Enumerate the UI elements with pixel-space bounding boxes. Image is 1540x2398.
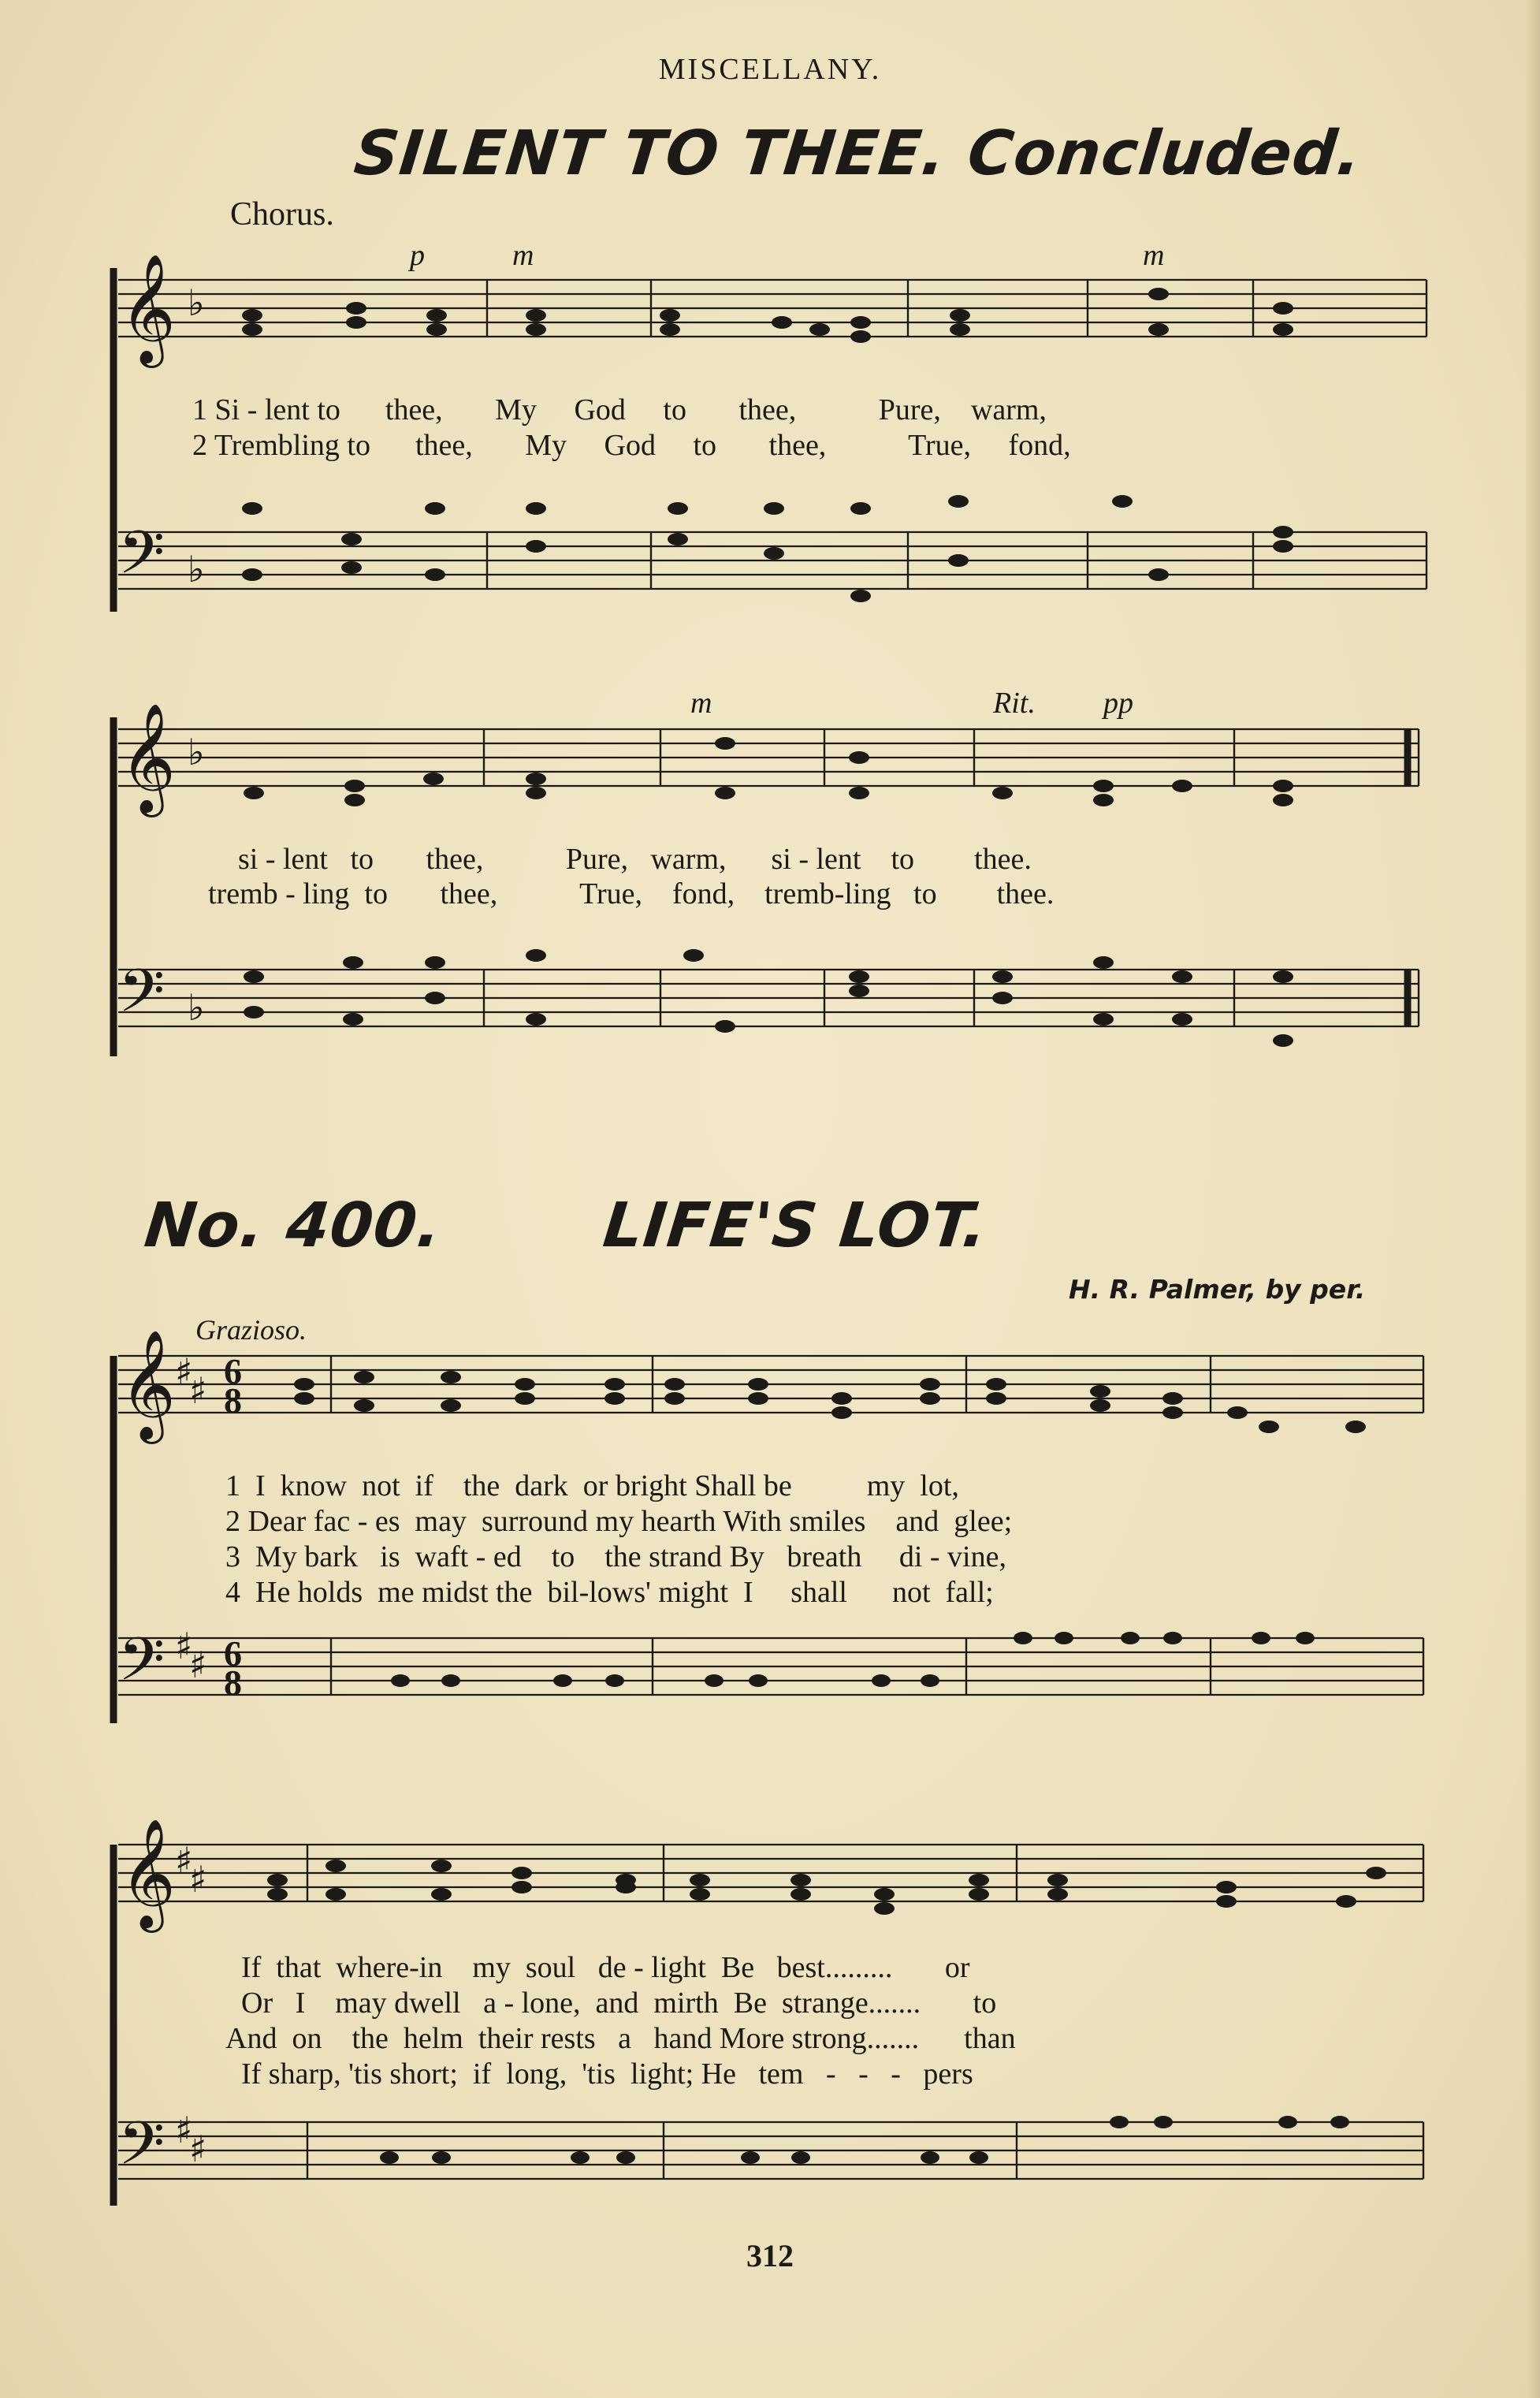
lyric-line: If that where-in my soul de - light Be best......... or <box>241 1951 970 1984</box>
time-signature-bottom: 8 <box>224 1663 242 1703</box>
lyric-line: 3 My bark is waft - ed to the strand By breath di - vine, <box>225 1540 1006 1573</box>
flat-icon: ♭ <box>188 281 205 324</box>
dynamic-m: m <box>512 239 534 272</box>
lyric-line: si - lent to thee, Pure, warm, si - lent to thee. <box>208 843 1032 876</box>
sharp-icon: ♯ <box>175 2109 193 2151</box>
lyric-line: 1 I know not if the dark or bright Shall be my lot, <box>225 1469 959 1502</box>
sharp-icon: ♯ <box>189 1369 207 1412</box>
treble-staff <box>118 703 1419 817</box>
time-signature-bottom: 8 <box>224 1380 242 1421</box>
composer-credit: H. R. Palmer, by per. <box>1069 1274 1366 1305</box>
time-signature-top: 6 <box>224 1633 242 1674</box>
bass-clef-icon: 𝄢 <box>118 2109 166 2193</box>
dynamic-pp: pp <box>1103 687 1133 720</box>
bass-clef-icon: 𝄢 <box>118 1625 166 1709</box>
treble-staff <box>118 1819 1423 1933</box>
treble-staff <box>118 254 1427 368</box>
flat-icon: ♭ <box>188 548 205 590</box>
lyric-line: Or I may dwell a - lone, and mirth Be strange....... to <box>241 1987 997 2020</box>
sharp-icon: ♯ <box>175 1839 193 1882</box>
treble-clef-icon: 𝄞 <box>120 254 176 363</box>
bass-staff <box>118 1625 1423 1709</box>
time-signature-top: 6 <box>224 1351 242 1391</box>
sharp-icon: ♯ <box>189 2128 207 2170</box>
treble-clef-icon: 𝄞 <box>120 703 176 813</box>
page-number: 312 <box>746 2238 794 2273</box>
treble-clef-icon: 𝄞 <box>120 1330 176 1439</box>
lyric-line: 2 Trembling to thee, My God to thee, True, fond, <box>192 429 1071 462</box>
hymn-number: No. 400. <box>141 1190 445 1261</box>
sharp-icon: ♯ <box>189 1858 207 1901</box>
treble-clef-icon: 𝄞 <box>120 1819 176 1928</box>
lyric-line: tremb - ling to thee, True, fond, tremb-ling to thee. <box>208 877 1055 910</box>
lyric-line: And on the helm their rests a hand More strong....... than <box>225 2022 1016 2055</box>
lyric-line: 4 He holds me midst the bil-lows' might I shall not fall; <box>225 1576 994 1609</box>
bass-clef-icon: 𝄢 <box>118 956 166 1041</box>
dynamic-m: m <box>690 687 712 720</box>
lyric-line: 1 Si - lent to thee, My God to thee, Pure, warm, <box>192 393 1047 426</box>
lyric-line: If sharp, 'tis short; if long, 'tis light; He tem - - - pers <box>241 2057 973 2091</box>
flat-icon: ♭ <box>188 986 205 1029</box>
dynamic-m: m <box>1143 239 1165 272</box>
dynamic-rit: Rit. <box>993 687 1036 720</box>
bass-clef-icon: 𝄢 <box>118 518 166 602</box>
sharp-icon: ♯ <box>175 1625 193 1667</box>
bass-staff <box>118 495 1427 602</box>
flat-icon: ♭ <box>188 731 205 773</box>
tempo-marking: Grazioso. <box>195 1314 307 1346</box>
running-head: MISCELLANY. <box>658 53 882 86</box>
song-title-silent-to-thee: SILENT TO THEE. Concluded. <box>351 118 1366 189</box>
dynamic-p: p <box>410 239 425 272</box>
song-title-lifes-lot: LIFE'S LOT. <box>600 1190 991 1261</box>
sharp-icon: ♯ <box>189 1644 207 1686</box>
bass-staff <box>118 2109 1423 2193</box>
treble-staff <box>118 1330 1423 1444</box>
lyric-line: 2 Dear fac - es may surround my hearth With smiles and glee; <box>225 1505 1013 1538</box>
chorus-label: Chorus. <box>230 196 334 233</box>
sharp-icon: ♯ <box>175 1350 193 1393</box>
bass-staff <box>118 949 1419 1047</box>
